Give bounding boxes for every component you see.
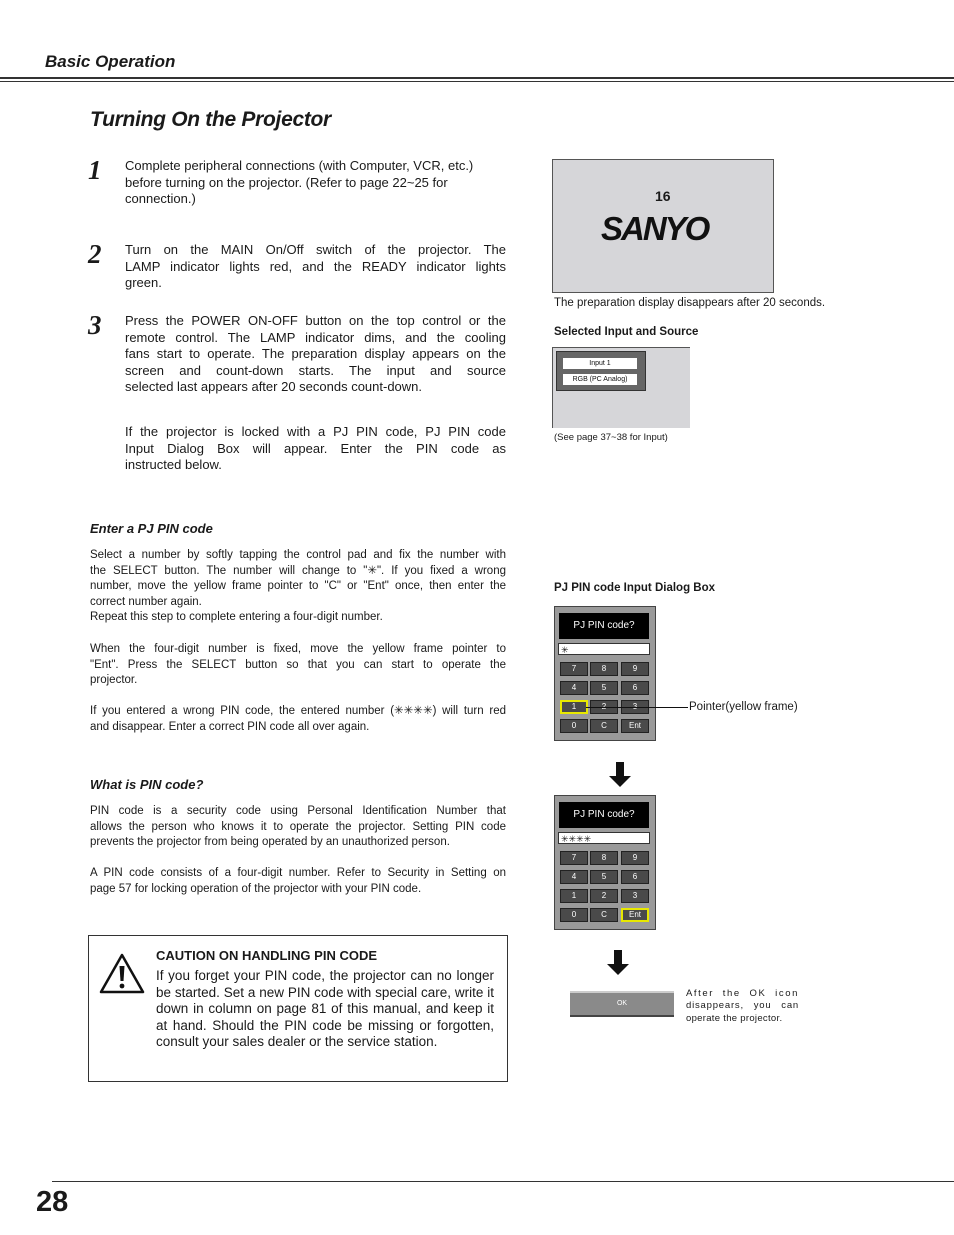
source-label: RGB (PC Analog) (563, 374, 637, 385)
pin-key-clear[interactable]: C (590, 719, 618, 733)
header-rule-thin (0, 81, 954, 82)
footer-rule (52, 1181, 954, 1182)
header-rule (0, 77, 954, 79)
pin-key-0[interactable]: 0 (560, 908, 588, 922)
step-number-3: 3 (88, 310, 102, 340)
what-pin-heading: What is PIN code? (90, 777, 204, 792)
preparation-display (552, 159, 774, 293)
pin-entry-field[interactable]: ✳ (558, 643, 650, 655)
pin-dialog-2 (554, 795, 656, 930)
caution-box (88, 935, 508, 1082)
input-label: Input 1 (563, 358, 637, 369)
pin-key-5[interactable]: 5 (590, 870, 618, 884)
pin-key-clear[interactable]: C (590, 908, 618, 922)
step-2-text: Turn on the MAIN On/Off switch of the projector. The LAMP indicator lights red, and the READY indicator lights green. (125, 242, 506, 290)
pin-key-5[interactable]: 5 (590, 681, 618, 695)
step-number-2: 2 (88, 239, 102, 269)
pin-key-1[interactable]: 1 (560, 889, 588, 903)
pin-key-7[interactable]: 7 (560, 851, 588, 865)
pin-dialog-title: PJ PIN code? (559, 802, 649, 828)
caution-text: If you forget your PIN code, the projector can no longer be started. Set a new PIN code with special care, write it down in column on page 81 of this manual, and keep it at hand. Should the PIN code be missing or forgotten, consult your sales dealer or the service station. (156, 968, 494, 1049)
page-title: Turning On the Projector (90, 108, 331, 131)
locked-note: If the projector is locked with a PJ PIN code, PJ PIN code Input Dialog Box will appear. Enter the PIN code as instructed below. (125, 424, 506, 472)
pin-key-enter[interactable]: Ent (621, 908, 649, 922)
input-info-box (556, 351, 646, 391)
pin-key-enter[interactable]: Ent (621, 719, 649, 733)
input-display (552, 347, 690, 428)
pin-key-9[interactable]: 9 (621, 851, 649, 865)
pin-dialog-heading: PJ PIN code Input Dialog Box (554, 582, 716, 594)
page-number: 28 (36, 1186, 69, 1218)
enter-pin-heading: Enter a PJ PIN code (90, 521, 213, 536)
pin-key-0[interactable]: 0 (560, 719, 588, 733)
pin-key-7[interactable]: 7 (560, 662, 588, 676)
pin-key-3[interactable]: 3 (621, 889, 649, 903)
input-caption: (See page 37~38 for Input) (554, 432, 668, 443)
what-pin-paragraph-2: A PIN code consists of a four-digit number. Refer to Security in Setting on page 57 for locking operation of the projector with your PIN code. (90, 867, 506, 895)
pin-dialog-1 (554, 606, 656, 741)
enter-pin-paragraph-2: When the four-digit number is fixed, move the yellow frame pointer to "Ent". Press the SELECT button so that you can start to operate the projector. (90, 643, 506, 687)
enter-pin-paragraph-1: Select a number by softly tapping the control pad and fix the number with the SELECT button. The number will change to "✳". If you fixed a wrong number, move the yellow frame pointer to "C" or "Ent" once, then enter the correct number again. Repeat this step to complete entering a four-digit number. (90, 549, 506, 624)
step-3-text: Press the POWER ON-OFF button on the top control or the remote control. The LAMP indicator dims, and the cooling fans start to operate. The preparation display appears on the screen and count-down starts. The input and source selected last appears after 20 seconds count-down. (125, 313, 506, 394)
ok-indicator: OK (570, 991, 674, 1017)
pin-key-2[interactable]: 2 (590, 889, 618, 903)
pin-dialog-title: PJ PIN code? (559, 613, 649, 639)
step-1-text: Complete peripheral connections (with Computer, VCR, etc.) before turning on the projector. (Refer to page 22~25 for connection.) (125, 158, 474, 206)
warning-triangle-icon (99, 952, 145, 994)
pin-key-1[interactable]: 1 (560, 700, 588, 714)
pin-key-6[interactable]: 6 (621, 681, 649, 695)
pin-key-8[interactable]: 8 (590, 851, 618, 865)
input-display-heading: Selected Input and Source (554, 326, 699, 338)
pin-key-8[interactable]: 8 (590, 662, 618, 676)
sanyo-logo: SANYO (601, 210, 709, 247)
ok-caption: After the OK icon disappears, you can operate the projector. (686, 988, 799, 1024)
pointer-label: Pointer(yellow frame) (689, 701, 798, 713)
down-arrow-icon (609, 762, 631, 787)
pin-key-9[interactable]: 9 (621, 662, 649, 676)
pin-key-4[interactable]: 4 (560, 681, 588, 695)
caution-heading: CAUTION ON HANDLING PIN CODE (156, 948, 377, 963)
section-header: Basic Operation (45, 52, 176, 71)
pin-entry-field[interactable]: ✳✳✳✳ (558, 832, 650, 844)
down-arrow-icon (607, 950, 629, 975)
pin-key-4[interactable]: 4 (560, 870, 588, 884)
preparation-caption: The preparation display disappears after 20 seconds. (554, 297, 826, 309)
enter-pin-paragraph-3: If you entered a wrong PIN code, the entered number (✳✳✳✳) will turn red and disappear. Enter a correct PIN code all over again. (90, 705, 506, 733)
what-pin-paragraph-1: PIN code is a security code using Personal Identification Number that allows the person who knows it to operate the projector. Setting PIN code prevents the projector from being operated by an unauthorized person. (90, 805, 506, 849)
pointer-leader-line (586, 707, 688, 708)
countdown-number: 16 (655, 188, 671, 204)
pin-key-6[interactable]: 6 (621, 870, 649, 884)
step-number-1: 1 (88, 155, 102, 185)
